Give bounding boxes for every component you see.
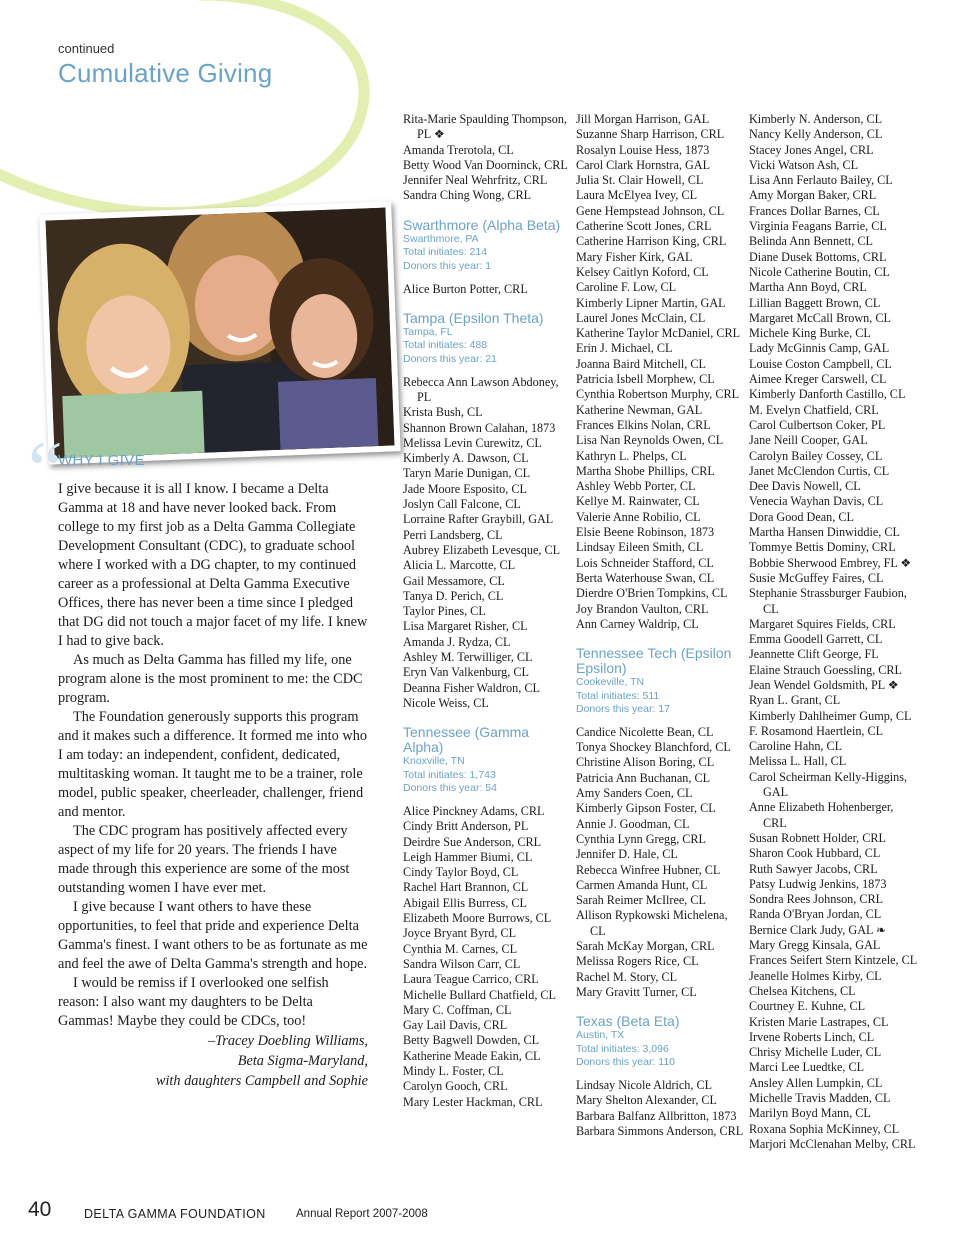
chapter-donors-this-year: Donors this year: 110 (576, 1056, 676, 1069)
footer (28, 1196, 928, 1226)
donor-name: Bernice Clark Judy, GAL ❧ (749, 922, 887, 937)
donor-name: Amanda J. Rydza, CL (403, 634, 511, 649)
donor-name: Sandra Wilson Carr, CL (403, 956, 521, 971)
donor-name: Nicole Weiss, CL (403, 695, 489, 710)
donor-name: Patricia Isbell Morphew, CL (576, 372, 715, 387)
donor-name: Belinda Ann Bennett, CL (749, 234, 873, 249)
donor-name: Rita-Marie Spaulding Thompson, PL ❖ (403, 112, 567, 142)
essay-paragraph: The CDC program has positively affected every aspect of my life for 20 years. The friends I have made through this experience are some of the most outstanding women I have ever met. (58, 823, 350, 896)
donor-name: Janet McClendon Curtis, CL (749, 463, 890, 478)
donor-name: Ruth Sawyer Jacobs, CRL (749, 861, 878, 876)
donor-name: Jean Wendel Goldsmith, PL ❖ (749, 677, 899, 692)
chapter-name: Tampa (Epsilon Theta) (403, 309, 544, 326)
donor-column-2 (576, 112, 744, 1139)
chapter-donors-this-year: Donors this year: 1 (403, 259, 492, 272)
donor-name: Sarah Reimer McIlree, CL (576, 893, 706, 908)
chapter-location: Knoxville, TN (403, 755, 465, 768)
donor-name: Lois Schneider Stafford, CL (576, 555, 714, 570)
donor-name: Elsie Beene Robinson, 1873 (576, 525, 715, 540)
donor-name: Emma Goodell Garrett, CL (749, 632, 883, 647)
donor-name: Mary Lester Hackman, CRL (403, 1094, 543, 1109)
donor-name: Perri Landsberg, CL (403, 527, 503, 542)
donor-name: F. Rosamond Haertlein, CL (749, 723, 884, 738)
essay-paragraph: I would be remiss if I overlooked one selfish reason: I also want my daughters to be Delta Gammas! Maybe they could be CDCs, too! (58, 975, 329, 1029)
donor-name: Lisa Margaret Risher, CL (403, 619, 528, 634)
donor-name: Cindy Taylor Boyd, CL (403, 865, 519, 880)
donor-name: Rebecca Ann Lawson Abdoney, PL (403, 374, 559, 404)
donor-name: Venecia Wayhan Davis, CL (749, 494, 884, 509)
chapter-total-initiates: Total initiates: 3,096 (576, 1042, 669, 1055)
donor-name: Cynthia Lynn Gregg, CRL (576, 831, 706, 846)
donor-name: Candice Nicolette Bean, CL (576, 724, 714, 739)
donor-name: Alice Burton Potter, CRL (403, 281, 528, 296)
chapter-heading (403, 311, 571, 367)
donor-name: Gay Lail Davis, CRL (403, 1018, 508, 1033)
donor-name: Amy Sanders Coen, CL (576, 786, 693, 801)
donor-name: Mary Fisher Kirk, GAL (576, 249, 693, 264)
donor-name: Lisa Ann Ferlauto Bailey, CL (749, 173, 893, 188)
donor-name: Barbara Simmons Anderson, CRL (576, 1123, 744, 1138)
essay-paragraph: I give because I want others to have these opportunities, to feel that pride and experience Delta Gamma's finest. I want others to be as fortunate as me and feel the awe of Delta Gamma's strength and hope. (58, 899, 368, 972)
donor-name: Courtney E. Kuhne, CL (749, 999, 866, 1014)
donor-name: Suzanne Sharp Harrison, CRL (576, 127, 725, 142)
donor-name: Taryn Marie Dunigan, CL (403, 466, 531, 481)
donor-name: Martha Ann Boyd, CRL (749, 280, 867, 295)
donor-name: Abigail Ellis Burress, CL (403, 895, 527, 910)
why-i-give-heading: WHY I GIVE (58, 452, 146, 469)
donor-name: Eryn Van Valkenburg, CL (403, 665, 529, 680)
donor-name: Catherine Harrison King, CRL (576, 234, 727, 249)
donor-name: Ann Carney Waldrip, CL (576, 616, 699, 631)
quote-mark-icon: “ (28, 425, 63, 512)
donor-name: Deanna Fisher Waldron, CL (403, 680, 540, 695)
donor-name: Ashley M. Terwilliger, CL (403, 649, 533, 664)
chapter-donors-this-year: Donors this year: 21 (403, 353, 497, 366)
donor-name: Susan Robnett Holder, CRL (749, 830, 886, 845)
donor-name: Sarah McKay Morgan, CRL (576, 939, 715, 954)
donor-name: Annie J. Goodman, CL (576, 816, 690, 831)
essay-paragraph: As much as Delta Gamma has filled my life, one program alone is the most prominent to me: the CDC program. (58, 652, 363, 706)
signature-note: with daughters Campbell and Sophie (155, 1073, 368, 1089)
donor-name: Kimberly Gipson Foster, CL (576, 801, 716, 816)
donor-name: Margaret Squires Fields, CRL (749, 616, 896, 631)
donor-name: Tonya Shockey Blanchford, CL (576, 740, 731, 755)
donor-name: Cynthia M. Carnes, CL (403, 941, 518, 956)
donor-name: Nicole Catherine Boutin, CL (749, 264, 890, 279)
donor-name: Betty Wood Van Doorninck, CRL (403, 157, 568, 172)
donor-name: Amy Morgan Baker, CRL (749, 188, 877, 203)
chapter-name: Tennessee Tech (Epsilon Epsilon) (576, 645, 732, 677)
donor-name: Ansley Allen Lumpkin, CL (749, 1075, 883, 1090)
donor-name: Katherine Taylor McDaniel, CRL (576, 326, 741, 341)
donor-name: Barbara Balfanz Allbritton, 1873 (576, 1108, 737, 1123)
chapter-heading (576, 1014, 744, 1070)
donor-name: Chrisy Michelle Luder, CL (749, 1045, 882, 1060)
donor-name: M. Evelyn Chatfield, CRL (749, 402, 879, 417)
donor-name: Martha Hansen Dinwiddie, CL (749, 525, 900, 540)
chapter-name: Swarthmore (Alpha Beta) (403, 216, 561, 233)
donor-name: Susie McGuffey Faires, CL (749, 570, 884, 585)
donor-name: Ryan L. Grant, CL (749, 693, 841, 708)
chapter-donors-this-year: Donors this year: 54 (403, 782, 497, 795)
donor-name: Jade Moore Esposito, CL (403, 481, 527, 496)
chapter-total-initiates: Total initiates: 488 (403, 339, 488, 352)
donor-name: Jill Morgan Harrison, GAL (576, 112, 710, 126)
donor-name: Alicia L. Marcotte, CL (403, 558, 516, 573)
donor-column-3 (749, 112, 919, 1152)
continued-label: continued (58, 41, 115, 56)
donor-name: Cindy Britt Anderson, PL (403, 819, 529, 834)
donor-name: Cynthia Robertson Murphy, CRL (576, 387, 740, 402)
donor-name: Sondra Rees Johnson, CRL (749, 892, 884, 907)
chapter-total-initiates: Total initiates: 1,743 (403, 768, 496, 781)
donor-name: Michelle Travis Madden, CL (749, 1091, 891, 1105)
donor-name: Laurel Jones McClain, CL (576, 310, 706, 325)
donor-name: Allison Rypkowski Michelena, CL (576, 908, 728, 938)
donor-name: Laura Teague Carrico, CRL (403, 972, 539, 987)
donor-name: Rachel Hart Brannon, CL (403, 880, 529, 895)
donor-name: Nancy Kelly Anderson, CL (749, 127, 883, 142)
donor-name: Rebecca Winfree Hubner, CL (576, 862, 721, 877)
donor-name: Carol Clark Hornstra, GAL (576, 157, 711, 172)
donor-name: Katherine Meade Eakin, CL (403, 1048, 541, 1063)
donor-name: Gene Hempstead Johnson, CL (576, 203, 725, 218)
donor-name: Carol Culbertson Coker, PL (749, 417, 886, 432)
page-title: Cumulative Giving (58, 58, 273, 88)
chapter-name: Texas (Beta Eta) (576, 1013, 680, 1030)
chapter-heading (403, 218, 571, 274)
donor-name: Dierdre O'Brien Tompkins, CL (576, 586, 728, 601)
essay-paragraph: The Foundation generously supports this program and it makes such a difference. It formed me into who I am today: an independent, confident, dedicated, multitasking woman. It taught me to be a trainer, role model, public speaker, cheerleader, challenger, friend and mentor. (58, 709, 368, 820)
chapter-heading (576, 646, 744, 717)
donor-name: Patricia Ann Buchanan, CL (576, 770, 711, 785)
donor-name: Krista Bush, CL (403, 405, 483, 420)
donor-name: Anne Elizabeth Hohenberger, CRL (749, 800, 894, 830)
donor-name: Ashley Webb Porter, CL (576, 479, 696, 494)
donor-name: Mindy L. Foster, CL (403, 1064, 504, 1078)
donor-name: Rachel M. Story, CL (576, 969, 678, 984)
donor-name: Lindsay Eileen Smith, CL (576, 540, 704, 555)
donor-name: Tanya D. Perich, CL (403, 588, 504, 603)
donor-name: Tommye Bettis Dominy, CRL (749, 540, 896, 555)
donor-name: Rosalyn Louise Hess, 1873 (576, 142, 710, 157)
donor-name: Virginia Feagans Barrie, CL (749, 219, 887, 234)
chapter-total-initiates: Total initiates: 214 (403, 246, 488, 259)
donor-name: Jeannette Clift George, FL (749, 647, 879, 662)
donor-name: Joanna Baird Mitchell, CL (576, 356, 706, 371)
donor-name: Jennifer Neal Wehrfritz, CRL (403, 173, 548, 188)
donor-name: Jeanelle Holmes Kirby, CL (749, 968, 882, 983)
donor-name: Vicki Watson Ash, CL (749, 157, 859, 172)
donor-name: Laura McElyea Ivey, CL (576, 188, 698, 203)
donor-name: Melissa Rogers Rice, CL (576, 954, 699, 969)
donor-name: Marjori McClenahan Melby, CRL (749, 1136, 916, 1151)
donor-name: Carolyn Gooch, CRL (403, 1079, 508, 1094)
donor-name: Sandra Ching Wong, CRL (403, 188, 532, 203)
donor-name: Kimberly N. Anderson, CL (749, 112, 883, 126)
donor-name: Leigh Hammer Biumi, CL (403, 849, 533, 864)
donor-name: Gail Messamore, CL (403, 573, 505, 588)
family-photo (39, 201, 400, 464)
donor-name: Elaine Strauch Goessling, CRL (749, 662, 902, 677)
chapter-location: Austin, TX (576, 1029, 625, 1042)
chapter-location: Tampa, FL (403, 325, 453, 338)
donor-name: Sharon Cook Hubbard, CL (749, 846, 881, 861)
donor-name: Lorraine Rafter Graybill, GAL (403, 512, 554, 527)
why-i-give-essay (58, 480, 368, 1091)
donor-name: Aimee Kreger Carswell, CL (749, 372, 887, 387)
donor-name: Lady McGinnis Camp, GAL (749, 341, 890, 356)
donor-name: Mary C. Coffman, CL (403, 1002, 512, 1017)
donor-name: Kellye M. Rainwater, CL (576, 494, 700, 509)
donor-name: Carol Scheirman Kelly-Higgins, GAL (749, 769, 908, 800)
donor-name: Mary Gregg Kinsala, GAL (749, 938, 881, 953)
donor-name: Louise Coston Campbell, CL (749, 356, 892, 371)
donor-name: Margaret McCall Brown, CL (749, 310, 891, 325)
chapter-total-initiates: Total initiates: 511 (576, 689, 660, 702)
donor-column-1 (403, 112, 571, 1110)
donor-name: Lillian Baggett Brown, CL (749, 295, 881, 310)
donor-name: Joy Brandon Vaulton, CRL (576, 601, 709, 616)
donor-name: Dora Good Dean, CL (749, 509, 854, 524)
donor-name: Jane Neill Cooper, GAL (749, 433, 868, 448)
donor-name: Chelsea Kitchens, CL (749, 983, 856, 998)
signature-name: –Tracey Doebling Williams, (207, 1033, 368, 1049)
donor-name: Aubrey Elizabeth Levesque, CL (403, 542, 561, 557)
donor-name: Shannon Brown Calahan, 1873 (403, 420, 556, 435)
page-number: 40 (28, 1198, 52, 1221)
signature-chapter: Beta Sigma-Maryland, (237, 1053, 368, 1069)
donor-name: Caroline Hahn, CL (749, 739, 843, 754)
donor-name: Taylor Pines, CL (403, 604, 486, 619)
donor-name: Alice Pinckney Adams, CRL (403, 803, 545, 818)
chapter-location: Swarthmore, PA (403, 232, 479, 245)
donor-name: Michele King Burke, CL (749, 326, 871, 341)
donor-name: Irvene Roberts Linch, CL (749, 1029, 875, 1044)
donor-name: Valerie Anne Robilio, CL (576, 509, 701, 524)
essay-paragraph: I give because it is all I know. I became a Delta Gamma at 18 and have never looked back. From college to my first job as a Delta Gamma Collegiate Development Consultant (CDC), to graduate school where I worked with a DG chapter, to my continued career as a professional at Delta Gamma Executive Offices, there has never been a time since I pledged that DG did not touch a major facet of my life. I knew I had to give back. (58, 481, 368, 649)
donor-name: Carolyn Bailey Cossey, CL (749, 448, 883, 463)
donor-name: Lindsay Nicole Aldrich, CL (576, 1078, 713, 1092)
donor-name: Kelsey Caitlyn Koford, CL (576, 264, 709, 279)
donor-name: Erin J. Michael, CL (576, 341, 673, 356)
footer-org: DELTA GAMMA FOUNDATION (84, 1207, 266, 1221)
donor-name: Berta Waterhouse Swan, CL (576, 570, 715, 585)
donor-name: Martha Shobe Phillips, CRL (576, 463, 715, 478)
donor-name: Frances Seifert Stern Kintzele, CL (749, 953, 918, 968)
donor-name: Frances Dollar Barnes, CL (749, 203, 880, 218)
donor-name: Jennifer D. Hale, CL (576, 847, 678, 862)
donor-name: Kristen Marie Lastrapes, CL (749, 1014, 889, 1029)
donor-name: Caroline F. Low, CL (576, 280, 677, 295)
donor-name: Stacey Jones Angel, CRL (749, 142, 874, 157)
donor-name: Bobbie Sherwood Embrey, FL ❖ (749, 555, 912, 570)
donor-name: Kimberly Dahlheimer Gump, CL (749, 708, 912, 723)
footer-report: Annual Report 2007-2008 (296, 1208, 428, 1220)
donor-name: Catherine Scott Jones, CRL (576, 219, 712, 234)
donor-name: Kimberly Lipner Martin, GAL (576, 295, 726, 310)
chapter-heading (403, 725, 571, 796)
donor-name: Betty Bagwell Dowden, CL (403, 1033, 540, 1048)
donor-name: Christine Alison Boring, CL (576, 755, 715, 770)
donor-name: Roxana Sophia McKinney, CL (749, 1121, 900, 1136)
chapter-donors-this-year: Donors this year: 17 (576, 703, 670, 716)
donor-name: Marilyn Boyd Mann, CL (749, 1106, 871, 1121)
donor-name: Mary Shelton Alexander, CL (576, 1093, 717, 1108)
donor-name: Julia St. Clair Howell, CL (576, 173, 704, 188)
chapter-location: Cookeville, TN (576, 676, 645, 689)
donor-name: Dee Davis Nowell, CL (749, 479, 861, 494)
donor-name: Kathryn L. Phelps, CL (576, 448, 687, 463)
donor-name: Kimberly A. Dawson, CL (403, 451, 529, 466)
donor-name: Frances Elkins Nolan, CRL (576, 417, 711, 432)
donor-name: Diane Dusek Bottoms, CRL (749, 249, 887, 264)
donor-name: Stephanie Strassburger Faubion, CL (749, 586, 907, 616)
donor-name: Lisa Nan Reynolds Owen, CL (576, 433, 724, 448)
donor-name: Amanda Trerotola, CL (403, 142, 514, 157)
donor-name: Kimberly Danforth Castillo, CL (749, 387, 906, 402)
donor-name: Randa O'Bryan Jordan, CL (749, 907, 882, 922)
chapter-name: Tennessee (Gamma Alpha) (403, 724, 530, 756)
donor-name: Michelle Bullard Chatfield, CL (403, 987, 556, 1002)
donor-name: Joyce Bryant Byrd, CL (403, 926, 517, 941)
donor-name: Mary Gravitt Turner, CL (576, 984, 697, 999)
donor-name: Marci Lee Luedtke, CL (749, 1060, 865, 1075)
donor-name: Katherine Newman, GAL (576, 402, 703, 417)
donor-name: Melissa L. Hall, CL (749, 754, 847, 769)
donor-name: Elizabeth Moore Burrows, CL (403, 911, 552, 926)
donor-name: Patsy Ludwig Jenkins, 1873 (749, 876, 887, 891)
donor-name: Deirdre Sue Anderson, CRL (403, 834, 542, 849)
donor-name: Melissa Levin Curewitz, CL (403, 435, 542, 450)
donor-name: Joslyn Call Falcone, CL (403, 497, 521, 512)
donor-name: Carmen Amanda Hunt, CL (576, 877, 708, 892)
